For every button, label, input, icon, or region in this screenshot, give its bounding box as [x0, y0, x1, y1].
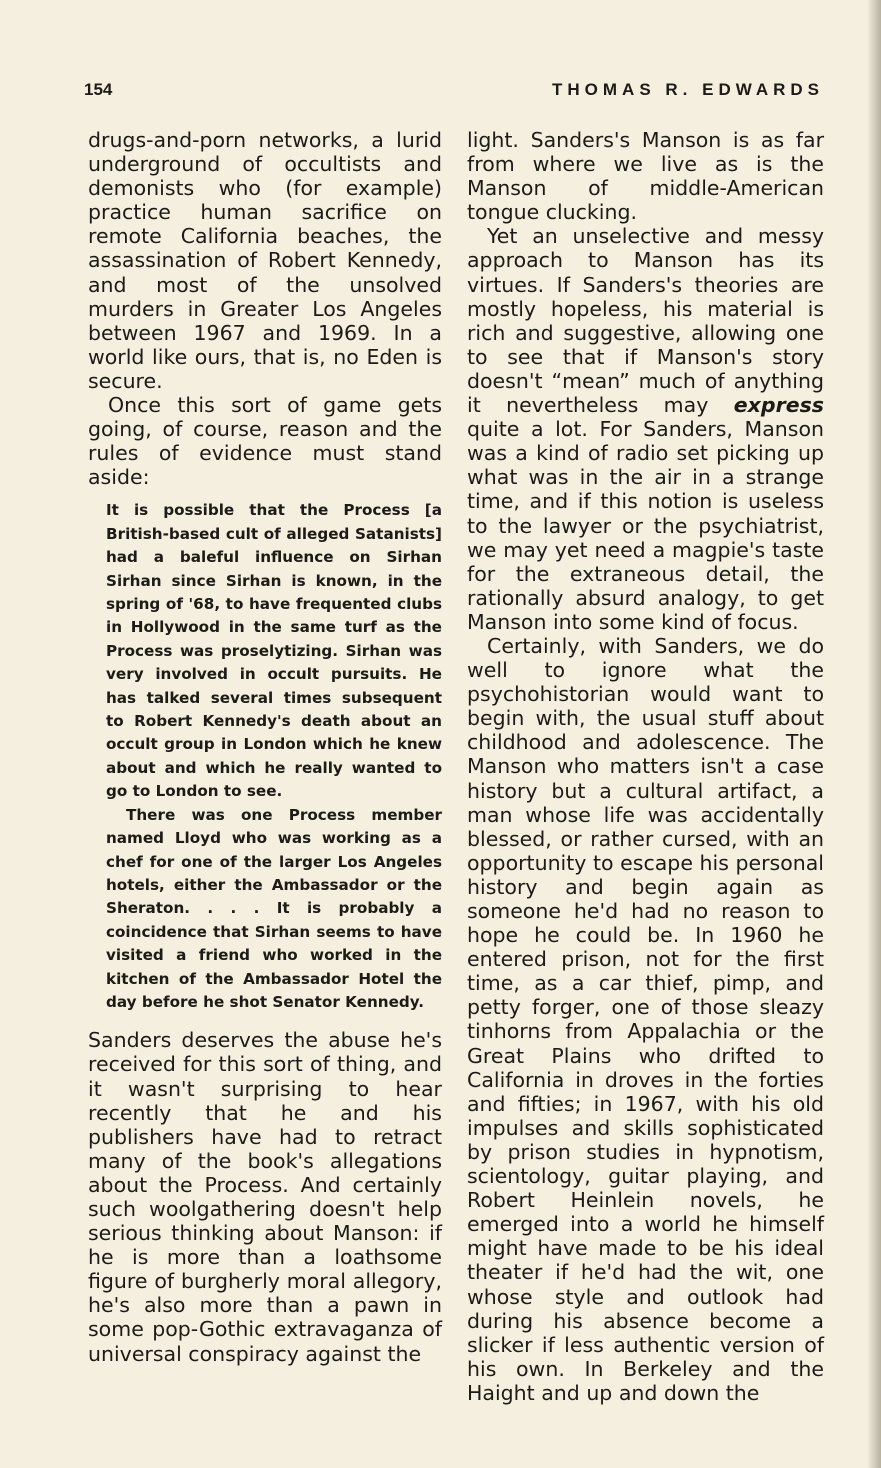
emphasis-text: express: [733, 393, 824, 418]
paragraph: [467, 224, 824, 634]
page-number: 154: [84, 80, 113, 99]
page-edge-shadow: [867, 0, 881, 1468]
quote-paragraph: There was one Process member named Lloyd who was working as a chef for one of the larger Los Angeles hotels, either the Ambassador or the Sheraton. . . . It is probably a coincidence that Sirhan seems to have visited a friend who worked in the kitchen of the Ambassador Hotel the day before he shot Senator Kennedy.: [106, 805, 442, 1011]
paragraph: Sanders deserves the abuse he's received for this sort of thing, and it wasn't surprising to hear recently that he and his publishers have had to retract many of the book's allegations about the Process. And certainly such woolgathering doesn't help serious thinking about Manson: if he is more than a loathsome figure of burgherly moral allegory, he's also more than a pawn in some pop-Gothic extravaganza of universal conspiracy against the: [88, 1028, 442, 1366]
left-column: [88, 128, 442, 1366]
quote-paragraph: It is possible that the Process [a British-based cult of alleged Satanists] had a baleful influence on Sirhan Sirhan since Sirhan is known, in the spring of '68, to have frequented clubs in Hollywood in the same turf as the Process was proselytizing. Sirhan was very involved in occult pursuits. He has talked several times subsequent to Robert Kennedy's death about an occult group in London which he knew about and which he really wanted to go to London to see.: [106, 501, 442, 801]
text-span: Yet an unselective and messy approach to Manson has its virtues. If Sanders's theories are mostly hopeless, his material is rich and suggestive, allowing one to see that if Manson's story doesn't “mean” much of anything it nevertheless may: [467, 224, 824, 418]
block-quote: [106, 499, 442, 1014]
right-column: [467, 128, 824, 1405]
paragraph: light. Sanders's Manson is as far from where we live as is the Manson of middle-American tongue clucking.: [467, 128, 824, 225]
text-span: quite a lot. For Sanders, Manson was a kind of radio set picking up what was in the air in a strange time, and if this notion is useless to the lawyer or the psychiatrist, we may yet need a magpie's taste for the extraneous detail, the rationally absurd analogy, to get Manson into some kind of focus.: [467, 417, 824, 634]
running-head: THOMAS R. EDWARDS: [552, 80, 824, 99]
page-header: [84, 80, 824, 104]
paragraph: drugs-and-porn networks, a lurid underground of occultists and demonists who (for example) practice human sacrifice on remote California beaches, the assassination of Robert Kennedy, and most of the unsolved murders in Greater Los Angeles between 1967 and 1969. In a world like ours, that is, no Eden is secure.: [88, 128, 442, 393]
paragraph: Once this sort of game gets going, of course, reason and the rules of evidence must stand aside:: [88, 393, 442, 490]
paragraph: Certainly, with Sanders, we do well to ignore what the psychohistorian would want to begin with, the usual stuff about childhood and adolescence. The Manson who matters isn't a case history but a cultural artifact, a man whose life was accidentally blessed, or rather cursed, with an opportunity to escape his personal history and begin again as someone he'd had no reason to hope he could be. In 1960 he entered prison, not for the first time, as a car thief, pimp, and petty forger, one of those sleazy tinhorns from Appalachia or the Great Plains who drifted to California in droves in the forties and fifties; in 1967, with his old impulses and skills sophisticated by prison studies in hypnotism, scientology, guitar playing, and Robert Heinlein novels, he emerged into a world he himself might have made to be his ideal theater if he'd had the wit, one whose style and outlook had during his absence become a slicker if less authentic version of his own. In Berkeley and the Haight and up and down the: [467, 633, 824, 1405]
